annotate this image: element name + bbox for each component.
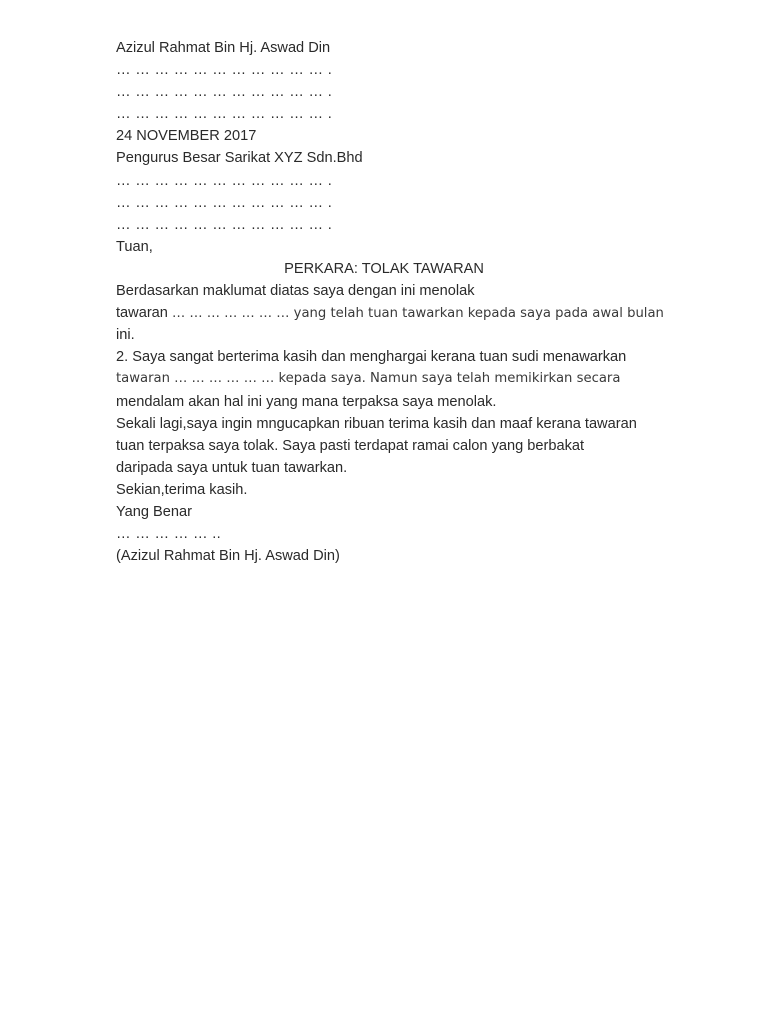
sender-address-line: … … … … … … … … … … … . — [116, 84, 333, 101]
recipient-address-line: … … … … … … … … … … … . — [116, 172, 333, 189]
signatory-name: (Azizul Rahmat Bin Hj. Aswad Din) — [116, 548, 340, 565]
recipient-title: Pengurus Besar Sarikat XYZ Sdn.Bhd — [116, 150, 363, 167]
paragraph-1-line: Berdasarkan maklumat diatas saya dengan ini menolak — [116, 283, 475, 300]
subject-heading: PERKARA: TOLAK TAWARAN — [284, 260, 484, 277]
sender-address-line: … … … … … … … … … … … . — [116, 106, 333, 123]
signature-line: … … … … … .. — [116, 526, 221, 543]
recipient-address-line: … … … … … … … … … … … . — [116, 216, 333, 233]
paragraph-3-line: daripada saya untuk tuan tawarkan. — [116, 459, 348, 476]
paragraph-1-fragment: … … … … … … … yang telah tuan tawarkan kepada saya pada awal bulan — [171, 306, 664, 322]
closing-line: Sekian,terima kasih. — [116, 481, 248, 498]
salutation: Tuan, — [116, 238, 153, 255]
paragraph-1-fragment: tawaran — [116, 305, 172, 322]
sender-name: Azizul Rahmat Bin Hj. Aswad Din — [116, 40, 331, 56]
recipient-address-line: … … … … … … … … … … … . — [116, 194, 333, 211]
paragraph-2-line: 2. Saya sangat berterima kasih dan menghargai kerana tuan sudi menawarkan — [116, 349, 627, 366]
paragraph-2-line: tawaran … … … … … … kepada saya. Namun saya telah memikirkan secara — [116, 371, 621, 387]
paragraph-2-line: mendalam akan hal ini yang mana terpaksa saya menolak. — [116, 393, 497, 410]
sender-address-line: … … … … … … … … … … … . — [116, 62, 333, 79]
paragraph-1-line: ini. — [116, 327, 135, 344]
paragraph-1-line — [116, 302, 664, 324]
paragraph-3-line: tuan terpaksa saya tolak. Saya pasti terdapat ramai calon yang berbakat — [116, 437, 585, 454]
paragraph-3-line: Sekali lagi,saya ingin mngucapkan ribuan terima kasih dan maaf kerana tawaran — [116, 415, 637, 432]
sign-off: Yang Benar — [116, 503, 192, 520]
letter-body — [116, 37, 664, 567]
letter-date: 24 NOVEMBER 2017 — [116, 128, 257, 145]
